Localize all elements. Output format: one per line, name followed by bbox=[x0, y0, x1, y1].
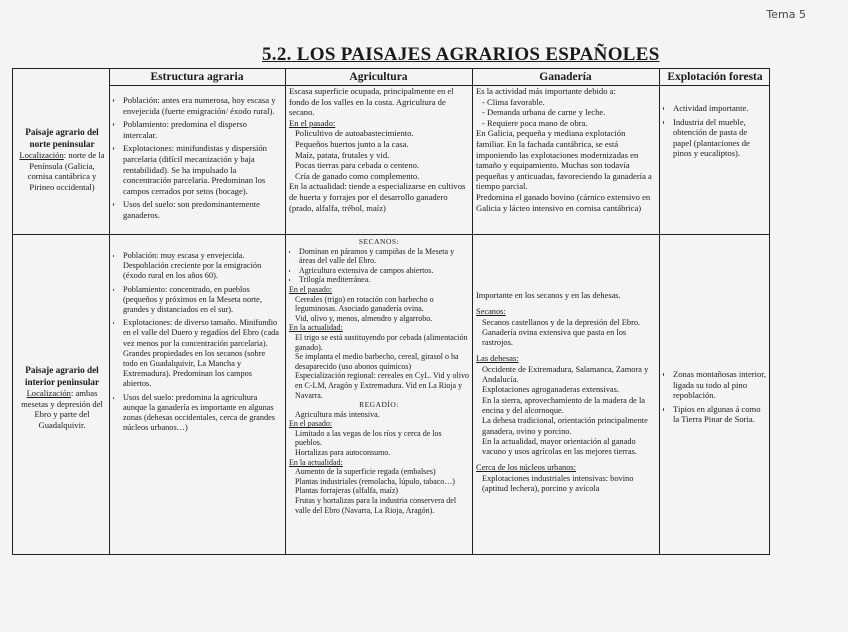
header-ganaderia: Ganadería bbox=[472, 69, 659, 86]
list-item: • Poblamiento: concentrado, en pueblos (pequeños y próximos en la Meseta norte, grandes y distanciados en el sur). bbox=[123, 285, 281, 316]
header-agricultura: Agricultura bbox=[285, 69, 472, 86]
row1-head: Paisaje agrario del norte peninsular Localización: norte de la Península (Galicia, cornisa cantábrica y Pirineo occidental) bbox=[19, 127, 105, 192]
list-item: • Tipios en algunas á como la Tierra Pinar de Soria. bbox=[673, 404, 767, 425]
list-item: • Población: muy escasa y envejecida. Despoblación creciente por la emigración (éxodo rural en los años 60). bbox=[123, 251, 281, 282]
row1-ganaderia: Es la actividad más importante debido a: - Clima favorable. - Demanda urbana de carne y leche. - Requiere poca mano de obra. En Galicia, pequeña y mediana explotación familiar. En la fachada cantábrica, se está imponiendo las explotaciones modernizadas en tamaño y equipamiento. Muchas son todavía pequeñas y anticuadas, favoreciendo la ganadería a tiempo parcial. Predomina el ganado bovino (cárnico extensivo en Galicia y lácteo intensivo en cornisa cantábrica) bbox=[476, 86, 652, 213]
title-text: LOS PAISAJES AGRARIOS ESPAÑOLES bbox=[296, 44, 660, 65]
list-item: • Industria del mueble, obtención de pasta de papel (plantaciones de pinos y eucaliptos). bbox=[673, 117, 767, 159]
list-item: • Población: antes era numerosa, hoy escasa y envejecida (fuerte emigración/ éxodo rural). bbox=[123, 95, 281, 116]
title-number: 5.2. bbox=[262, 44, 292, 65]
list-item: • Usos del suelo: predomina la agricultura aunque la ganadería es importante en algunas zonas (dehesas occidentales, cerca de grandes núcleos urbanos…) bbox=[123, 393, 281, 434]
handwritten-note: Tema 5 bbox=[766, 8, 806, 21]
list-item: • Actividad importante. bbox=[673, 103, 767, 114]
list-item: • Usos del suelo: son predominantemente ganaderos. bbox=[123, 199, 281, 220]
row1-estructura bbox=[113, 95, 281, 224]
page-title bbox=[262, 44, 660, 66]
row2-ganaderia: Importante en los secanos y en las dehesas. Secanos: Secanos castellanos y de la depresión del Ebro. Ganadería ovina extensiva que pasta en los rastrojos. Las dehesas: Occidente de Extremadura, Salamanca, Zamora y Andalucía. Explotaciones agroganaderas extensivas. En la sierra, aprovechamiento de la madera de la encina y del alcornoque. La dehesa tradicional, orientación principalmente ganadera, ovino y porcino. En la actualidad, mayor orientación al ganado vacuno y usos agrícolas en las mejores tierras. Cerca de los núcleos urbanos: Explotaciones industriales intensivas: bovino (aptitud lechera), porcino y avícola bbox=[476, 291, 649, 494]
row1-forestal bbox=[663, 103, 767, 162]
row2-forestal bbox=[663, 369, 767, 428]
header-forestal: Explotación foresta bbox=[659, 69, 770, 86]
header-estructura: Estructura agraria bbox=[109, 69, 285, 86]
list-item: • Zonas montañosas interior, ligada su todo al pino repoblación. bbox=[673, 369, 767, 401]
list-item: • Explotaciones: minifundistas y dispersión parcelaria (difícil mecanización y baja rentabilidad). Se ha impulsado la concentración parcelaria. Predominan los campos cerrados por setos (bocage). bbox=[123, 143, 281, 196]
row2-agricultura: SECANOS: • Dominan en páramos y campiñas de la Meseta y áreas del valle del Ebro. • Agricultura extensiva de campos abiertos. • Trilogía mediterránea. En el pasado: Cereales (trigo) en rotación con barbecho o leguminosas. Asociado ganadería ovina. Vid, olivo y, menos, almendro y algarrobo. En la actualidad: El trigo se está sustituyendo por cebada (alimentación ganado). Se implanta el medio barbecho, cereal, girasol o ha desaparecido (uso abonos químicos) Especialización regional: cereales en CyL. Vid y olivo en C-LM, Aragón y Extremadura. Vid en La Rioja y Navarra. REGADÍO: Agricultura más intensiva. En el pasado: Limitado a las vegas de los ríos y cerca de los pueblos. Hortalizas para autoconsumo. En la actualidad: Aumento de la superficie regada (embalses) Plantas industriales (remolacha, lúpulo, tabaco…) Plantas forrajeras (alfalfa, maíz) Frutas y hortalizas para la industria conservera del valle del Ebro (Navarra, La Rioja, Aragón). bbox=[289, 237, 469, 515]
list-item: • Poblamiento: predomina el disperso intercalar. bbox=[123, 119, 281, 140]
row2-head: Paisaje agrario del interior peninsular Localización: ambas mesetas y depresión del Ebro y parte del Guadalquivir. bbox=[21, 365, 103, 430]
list-item: • Explotaciones: de diverso tamaño. Minifundio en el valle del Duero y regadíos del Ebro (cada vez menos por la concentración parcelaria). Grandes propiedades en los secanos (sobre todo en Guadalquivir, La Mancha y Extremadura). Predominan los campos abiertos. bbox=[123, 318, 281, 389]
row1-agricultura: Escasa superficie ocupada, principalmente en el fondo de los valles en la costa. Agricultura de secano. En el pasado: Policultivo de autoabastecimiento. Pequeños huertos junto a la casa. Maíz, patata, frutales y vid. Pocas tierras para cebada o centeno. Cría de ganado como complemento. En la actualidad: tiende a especializarse en cultivos de huerta y forrajes por el desarrollo ganadero (prado, alfalfa, trébol, maíz) bbox=[289, 86, 466, 213]
row2-estructura bbox=[113, 251, 281, 436]
landscape-table bbox=[12, 68, 770, 555]
